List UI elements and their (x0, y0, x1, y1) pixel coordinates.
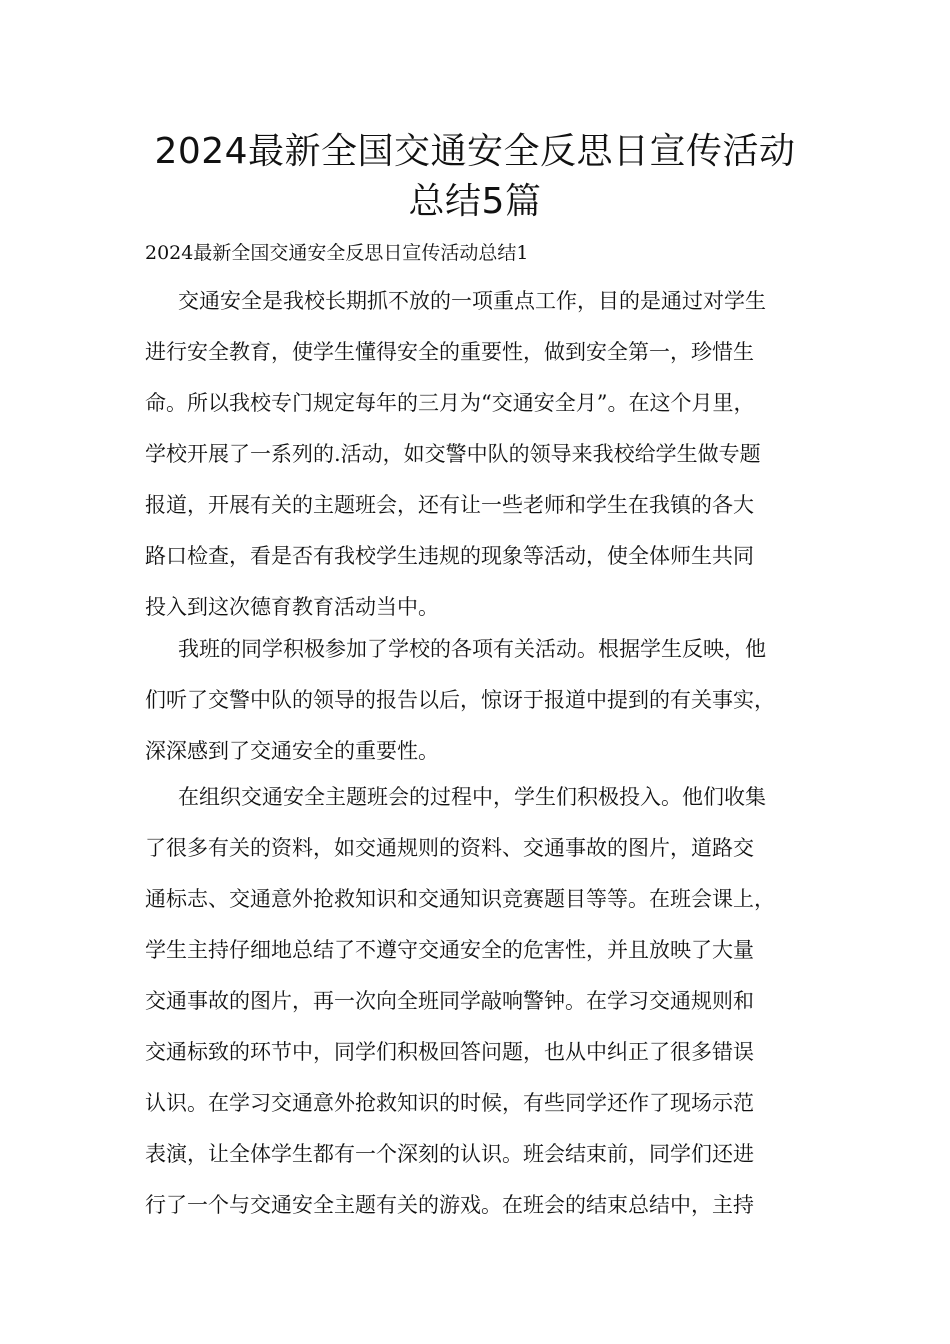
text-line: 深深感到了交通安全的重要性。 (145, 739, 439, 763)
section-heading: 2024最新全国交通安全反思日宣传活动总结1 (145, 242, 529, 264)
text-line: 进行安全教育，使学生懂得安全的重要性，做到安全第一，珍惜生 (145, 340, 754, 364)
text-line: 行了一个与交通安全主题有关的游戏。在班会的结束总结中，主持 (145, 1193, 754, 1217)
text-line: 交通安全是我校长期抓不放的一项重点工作，目的是通过对学生 (178, 289, 766, 313)
text-line: 我班的同学积极参加了学校的各项有关活动。根据学生反映，他 (178, 637, 766, 661)
text-line: 交通标致的环节中，同学们积极回答问题，也从中纠正了很多错误 (145, 1040, 754, 1064)
text-line: 交通事故的图片，再一次向全班同学敲响警钟。在学习交通规则和 (145, 989, 754, 1013)
text-line: 通标志、交通意外抢救知识和交通知识竞赛题目等等。在班会课上， (145, 887, 775, 911)
text-line: 认识。在学习交通意外抢救知识的时候，有些同学还作了现场示范 (145, 1091, 754, 1115)
paragraph-3 (145, 772, 810, 1231)
text-line: 学生主持仔细地总结了不遵守交通安全的危害性，并且放映了大量 (145, 938, 754, 962)
title-line-2: 总结5篇 (408, 181, 542, 222)
text-line: 投入到这次德育教育活动当中。 (145, 595, 439, 619)
title-line-1: 2024最新全国交通安全反思日宣传活动 (154, 131, 796, 172)
text-line: 命。所以我校专门规定每年的三月为“交通安全月”。在这个月里， (145, 391, 755, 415)
paragraph-1 (145, 276, 810, 633)
text-line: 们听了交警中队的领导的报告以后，惊讶于报道中提到的有关事实， (145, 688, 775, 712)
text-line: 在组织交通安全主题班会的过程中，学生们积极投入。他们收集 (178, 785, 766, 809)
paragraph-2 (145, 624, 810, 777)
text-line: 表演，让全体学生都有一个深刻的认识。班会结束前，同学们还进 (145, 1142, 754, 1166)
text-line: 报道，开展有关的主题班会，还有让一些老师和学生在我镇的各大 (145, 493, 754, 517)
document-title (120, 127, 830, 227)
text-line: 学校开展了一系列的.活动，如交警中队的领导来我校给学生做专题 (145, 442, 761, 466)
text-line: 路口检查，看是否有我校学生违规的现象等活动，使全体师生共同 (145, 544, 754, 568)
text-line: 了很多有关的资料，如交通规则的资料、交通事故的图片，道路交 (145, 836, 754, 860)
